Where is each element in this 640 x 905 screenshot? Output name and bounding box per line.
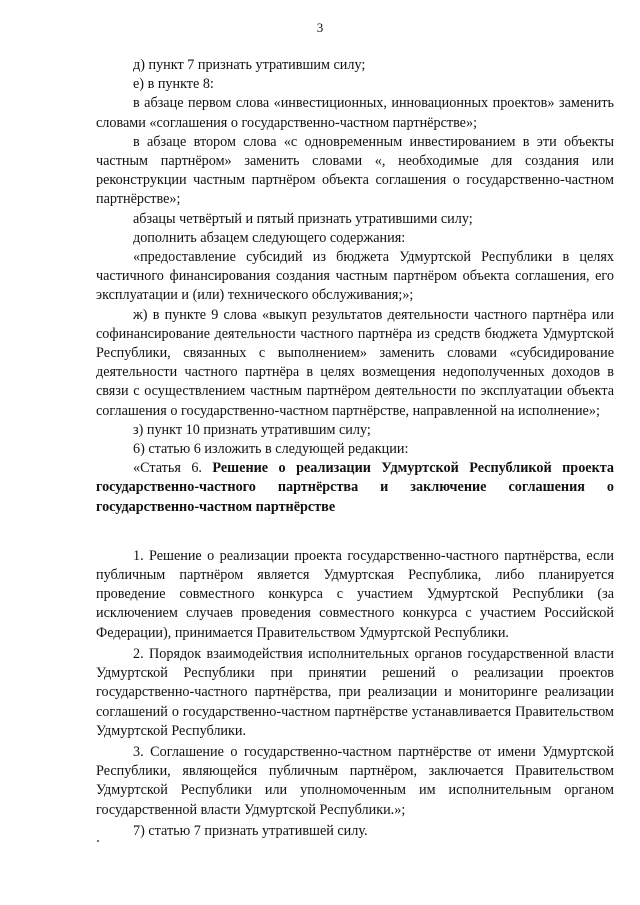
document-body bbox=[96, 56, 614, 841]
item-e: е) в пункте 8: bbox=[133, 76, 214, 93]
article-6-prefix: «Статья 6. bbox=[133, 460, 213, 477]
article-6-heading bbox=[96, 459, 614, 517]
item-e-paragraph-2: в абзаце втором слова «с одновременным инвестированием в эти объекты частным партнёром» заменить словами «, необходимые для создания или реконструкции частным партнёром объекта соглашения о государственно-частном партнёрстве»; bbox=[96, 133, 614, 208]
article-6-part-1: 1. Решение о реализации проекта государственно-частного партнёрства, если публичным партнёром является Удмуртская Республика, либо планируется проведение совместного конкурса с участием Удмуртской Республики (за исключением случаев проведения совместного конкурса с участием Российской Федерации), принимается Правительством Удмуртской Республики. bbox=[96, 547, 614, 641]
page-number: 3 bbox=[316, 20, 324, 35]
item-e-paragraph-1: в абзаце первом слова «инвестиционных, инновационных проектов» заменить словами «соглашения о государственно-частном партнёрстве»; bbox=[96, 95, 614, 131]
article-6-part-3: 3. Соглашение о государственно-частном партнёрстве от имени Удмуртской Республики, являющейся публичным партнёром, заключается Правительством Удмуртской Республики или уполномоченным им исполнительным органом государственной власти Удмуртской Республики.»; bbox=[96, 743, 614, 818]
item-z: з) пункт 10 признать утратившим силу; bbox=[133, 421, 371, 438]
article-6-title: Решение о реализации Удмуртской Республикой проекта государственно-частного партнёрства и заключение соглашения о государственно-частном партнёрстве bbox=[96, 460, 614, 515]
item-d: д) пункт 7 признать утратившим силу; bbox=[133, 57, 366, 73]
item-6: 6) статью 6 изложить в следующей редакции: bbox=[133, 441, 409, 458]
spacer bbox=[96, 517, 614, 547]
item-7: 7) статью 7 признать утратившей силу. bbox=[133, 822, 368, 839]
item-e-paragraph-4: дополнить абзацем следующего содержания: bbox=[133, 229, 406, 246]
item-zh: ж) в пункте 9 слова «выкуп результатов деятельности частного партнёра или софинансирование деятельности частного партнёра из средств бюджета Удмуртской Республики, связанных с выполнением» заменить словами «субсидирование деятельности частного партнёра в целях возмещения недополученных доходов в связи с осуществлением частным партнёром деятельности по эксплуатации объекта соглашения о государственно-частном партнёрстве, направленной на исполнение»; bbox=[96, 306, 614, 419]
scan-speck bbox=[97, 840, 99, 842]
article-6-part-2: 2. Порядок взаимодействия исполнительных органов государственной власти Удмуртской Республики при принятии решений о реализации проектов государственно-частного партнёрства, при реализации и мониторинге реализации соглашений о государственно-частном партнёрстве устанавливается Правительством Удмуртской Республики. bbox=[96, 645, 614, 739]
item-e-paragraph-5: «предоставление субсидий из бюджета Удмуртской Республики в целях частичного финансирования создания частным партнёром объекта соглашения, его эксплуатации и (или) технического обслуживания;»; bbox=[96, 249, 614, 304]
item-e-paragraph-3: абзацы четвёртый и пятый признать утратившими силу; bbox=[133, 210, 473, 227]
